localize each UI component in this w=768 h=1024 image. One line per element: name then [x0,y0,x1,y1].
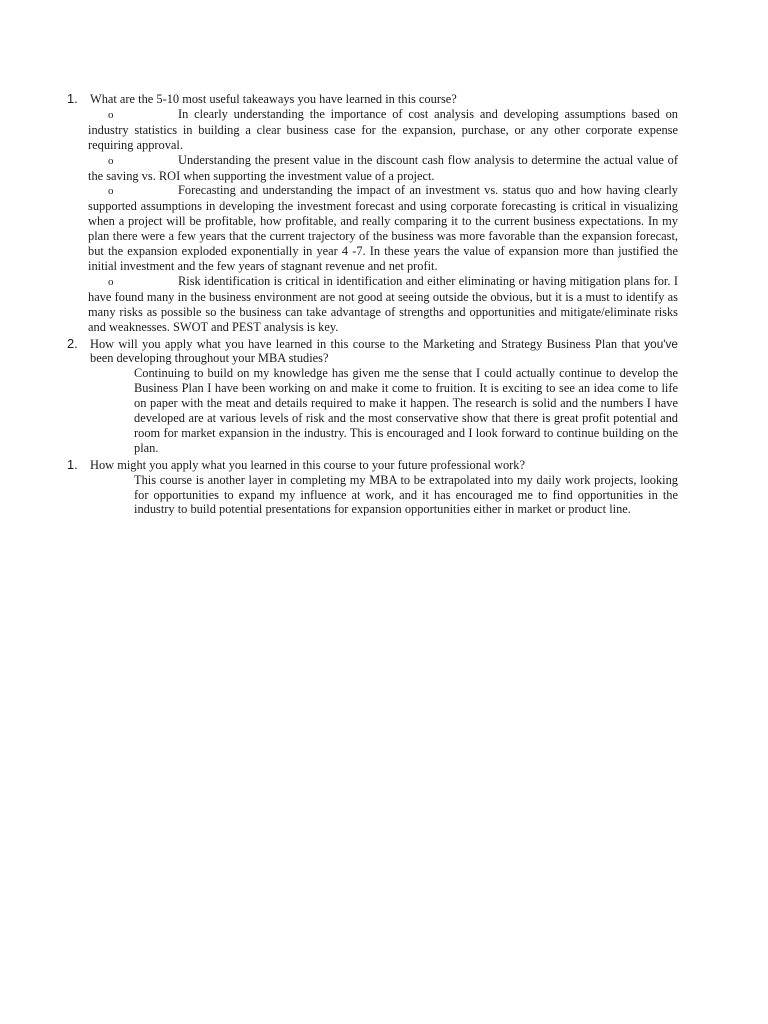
question-number: 2. [67,335,78,351]
question-number: 1. [67,456,78,472]
takeaways-list [88,107,678,335]
question-prompt-contraction: you've [644,336,678,351]
list-item [88,153,678,184]
question-prompt: What are the 5-10 most useful takeaways you have learned in this course? [90,92,457,106]
bullet-circle-icon: o [108,275,114,288]
list-item [88,183,678,273]
bullet-circle-icon: o [108,108,114,121]
question-1 [67,91,678,107]
question-3 [67,456,678,473]
list-item [88,274,678,335]
question-prompt: How might you apply what you learned in this course to your future professional work? [90,457,525,472]
list-item-text: Risk identification is critical in identification and either eliminating or having mitigation plans for. I have found many in the business environment are not good at seeing outside the obvious, but it is a must to identify as many risks as possible so the business can take advantage of strengths and opportunities and mitigate/eliminate risks and weaknesses. SWOT and PEST analysis is key. [88,273,678,334]
question-prompt-tail: been developing throughout your MBA studies? [90,351,329,366]
answer-2: Continuing to build on my knowledge has given me the sense that I could actually continue to develop the Business Plan I have been working on and make it come to fruition. It is exciting to see an idea come to life on paper with the meat and details required to make it happen. The research is solid and the numbers I have developed are at various levels of risk and the most conservative show that there is great profit potential and room for market expansion in the industry. This is encouraged and I look forward to continue building on the plan. [134,366,678,455]
bullet-circle-icon: o [108,154,114,167]
list-item [88,107,678,153]
question-2 [67,335,678,367]
list-item-text: Forecasting and understanding the impact of an investment vs. status quo and how having clearly supported assumptions in developing the investment forecast and using corporate forecasting is critical in visualizing when a project will be profitable, how profitable, and really comparing it to the current business expectations. In my plan there were a few years that the current trajectory of the business was more favorable than the expansion forecast, but the expansion exploded exponentially in year 4 -7. In these years the value of expansion more than justified the initial investment and the few years of stagnant revenue and net profit. [88,183,678,273]
question-number: 1. [67,91,78,106]
question-prompt: How will you apply what you have learned in this course to the Marketing and Strategy Business Plan that [90,336,640,351]
bullet-circle-icon: o [108,185,114,198]
list-item-text: In clearly understanding the importance of cost analysis and developing assumptions based on industry statistics in building a clear business case for the expansion, purchase, or any other corporate expense requiring approval. [88,106,678,152]
document-body [67,91,678,517]
list-item-text: Understanding the present value in the discount cash flow analysis to determine the actual value of the saving vs. ROI when supporting the investment value of a project. [88,152,678,183]
answer-3: This course is another layer in completing my MBA to be extrapolated into my daily work projects, looking for opportunities to expand my influence at work, and it has encouraged me to find opportunities in the industry to build potential presentations for expansion opportunities either in market or product line. [134,472,678,517]
